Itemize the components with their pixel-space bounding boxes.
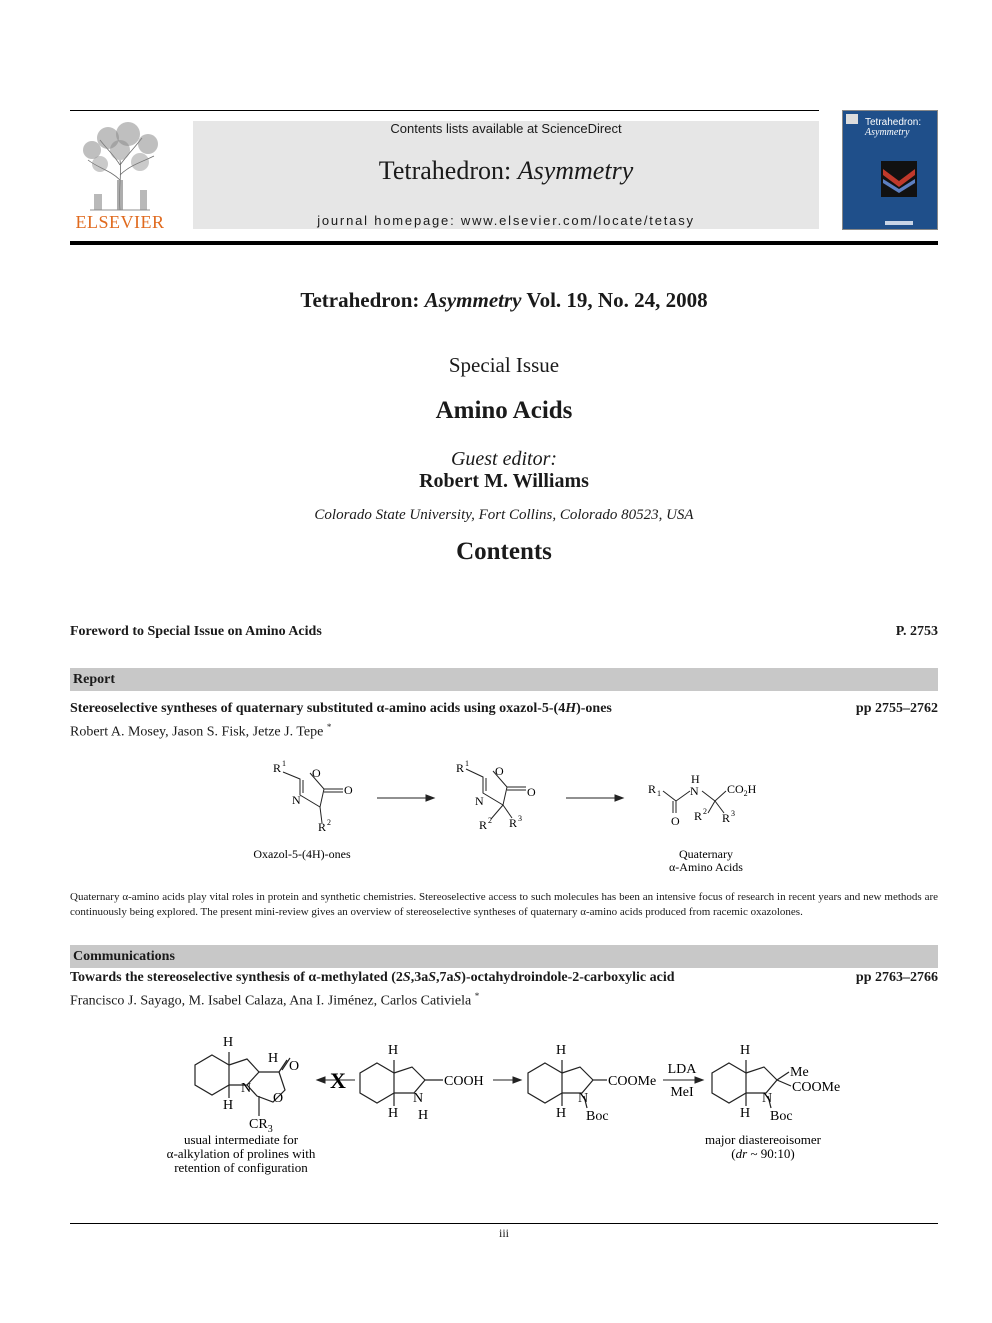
contents-line: Contents lists available at ScienceDirect (390, 121, 622, 136)
communication-pages: pp 2763–2766 (855, 970, 938, 985)
cross-mark: X (330, 1068, 346, 1093)
atom-o: O (671, 814, 680, 828)
group-boc: Boc (770, 1109, 793, 1124)
atom-n: N (475, 794, 484, 808)
oxazolone-scheme (240, 755, 760, 880)
corresponding-author-mark: * (326, 722, 332, 732)
comm-title-italic: S (402, 970, 411, 985)
scheme-label-right-1: Quaternary (679, 847, 733, 861)
atom-r2-index: 2 (488, 816, 492, 825)
contents-heading: Contents (456, 538, 552, 565)
scheme-label-left: Oxazol-5-(4H)-ones (253, 847, 351, 861)
reaction-arrow (566, 795, 623, 801)
atom-n: N (413, 1091, 424, 1106)
atom-r3: R (509, 816, 518, 830)
issue-title-rest: Vol. 19, No. 24, 2008 (521, 288, 708, 312)
section-header-report: Report (70, 668, 938, 691)
atom-o: O (273, 1091, 284, 1106)
journal-name (193, 156, 819, 186)
group-cooh: COOH (444, 1074, 484, 1089)
contents-availability (193, 121, 819, 136)
report-abstract: Quaternary α-amino acids play vital roles in protein and synthetic chemistries. Stereoselective access to such molecules has been an intensive focus of research in recent years and new methods are continuously being explored. The present mini-review gives an overview of stereoselective syntheses of quaternary α-amino acids produced from racemic oxazolones. (70, 891, 938, 918)
comm-title-alpha: α (308, 970, 317, 985)
report-pages: pp 2755–2762 (855, 701, 938, 716)
journal-name-plain: Tetrahedron: (378, 156, 518, 185)
cover-logo-icon (846, 114, 858, 124)
group-coome: COOMe (792, 1080, 841, 1095)
section-header-communications: Communications (70, 945, 938, 968)
caption-left-line-2: α-alkylation of prolines with (166, 1146, 316, 1161)
guest-editor-label: Guest editor: (450, 448, 558, 470)
atom-h: H (556, 1043, 567, 1058)
atom-r3-index: 3 (518, 814, 522, 823)
footer-rule (70, 1223, 938, 1224)
atom-h: H (418, 1108, 429, 1123)
issue-title (70, 288, 938, 313)
journal-homepage (193, 213, 819, 228)
report-title-italic: H (565, 701, 577, 716)
comm-title-italic: S (453, 970, 462, 985)
atom-n: N (762, 1091, 773, 1106)
atom-n: N (578, 1091, 589, 1106)
comm-title-part: )-octahydroindole-2-carboxylic acid (461, 970, 675, 985)
journal-cover (842, 110, 938, 230)
atom-o-carbonyl: O (289, 1059, 300, 1074)
atom-r1: R (456, 761, 465, 775)
atom-h: H (223, 1098, 234, 1113)
header-bottom-rule (70, 241, 938, 245)
atom-h: H (388, 1043, 399, 1058)
atom-n: N (690, 784, 699, 798)
report-title-alpha: α (376, 701, 385, 716)
atom-r1-index: 1 (282, 759, 286, 768)
atom-r2-index: 2 (327, 818, 331, 827)
comm-title-part: ,3a (410, 970, 429, 985)
atom-n: N (241, 1081, 252, 1096)
group-cr3: $CR_3$ (249, 1117, 273, 1135)
atom-o: O (312, 766, 321, 780)
atom-r2-index: 2 (703, 807, 707, 816)
reaction-arrow (493, 1077, 521, 1083)
cover-graphic-icon (881, 161, 917, 197)
corresponding-author-mark: * (474, 991, 480, 1001)
atom-o-carbonyl: O (344, 783, 353, 797)
octahydroindole-scheme (155, 1030, 855, 1180)
atom-r3: R (722, 811, 731, 825)
report-title-part: )-ones (576, 701, 612, 716)
foreword-pages: P. 2753 (895, 624, 938, 639)
atom-r1-index: 1 (657, 789, 661, 798)
reagent-mei: MeI (670, 1085, 694, 1100)
reaction-arrow-reagents (663, 1077, 703, 1083)
atom-h: H (268, 1051, 279, 1066)
caption-left-line-1: usual intermediate for (183, 1132, 299, 1147)
journal-name-italic: Asymmetry (517, 156, 634, 185)
foreword-title[interactable]: Foreword to Special Issue on Amino Acids (70, 624, 322, 639)
comm-title-italic: S (428, 970, 436, 985)
cover-title-plain: Tetrahedron: (865, 117, 922, 128)
atom-h: H (556, 1106, 567, 1121)
issue-title-italic: Asymmetry (424, 288, 522, 312)
special-issue-label: Special Issue (448, 353, 560, 377)
page-number: iii (498, 1226, 509, 1240)
elsevier-logo (70, 120, 170, 232)
atom-r3-index: 3 (731, 809, 735, 818)
atom-n: N (292, 793, 301, 807)
octahydroindole-acid-structure (360, 1060, 443, 1106)
atom-h: H (691, 772, 700, 786)
comm-title-part: ,7a (436, 970, 454, 985)
atom-o: O (495, 764, 504, 778)
cover-title-italic: Asymmetry (865, 127, 910, 138)
caption-left-line-3: retention of configuration (174, 1160, 308, 1175)
caption-right-line-1: major diastereoisomer (705, 1132, 821, 1147)
communication-article-title[interactable] (70, 970, 675, 986)
atom-h: H (740, 1106, 751, 1121)
reagent-lda: LDA (667, 1062, 697, 1077)
scheme-label-right-2: α-Amino Acids (669, 860, 743, 874)
report-title-part: Stereoselective syntheses of quaternary substituted (70, 701, 377, 716)
cover-footer-mark (885, 221, 913, 225)
header-top-rule (70, 110, 819, 111)
homepage-text[interactable]: journal homepage: www.elsevier.com/locate/tetasy (317, 213, 695, 228)
comm-author-list: Francisco J. Sayago, M. Isabel Calaza, Ana I. Jiménez, Carlos Cativiela (70, 993, 472, 1009)
group-coome: COOMe (608, 1074, 657, 1089)
publisher-name: ELSEVIER (75, 212, 165, 232)
report-title-part: -amino acids using oxazol-5-(4 (384, 701, 566, 716)
atom-r2: R (694, 809, 703, 823)
report-author-list: Robert A. Mosey, Jason S. Fisk, Jetze J. Tepe (70, 724, 324, 740)
atom-h: H (740, 1043, 751, 1058)
atom-r1: R (648, 782, 657, 796)
issue-topic: Amino Acids (435, 397, 573, 424)
cover-image (881, 161, 917, 197)
alpha-methyl-product-structure (712, 1060, 791, 1108)
atom-r2: R (479, 818, 488, 832)
caption-right-line-2: (dr ~ 90:10) (731, 1146, 795, 1161)
issue-title-plain: Tetrahedron: (300, 288, 425, 312)
editor-affiliation: Colorado State University, Fort Collins, Colorado 80523, USA (314, 507, 694, 523)
communication-graphical-abstract (155, 1030, 855, 1180)
guest-editor-name: Robert M. Williams (419, 470, 589, 492)
atom-h: H (223, 1035, 234, 1050)
group-boc: Boc (586, 1109, 609, 1124)
atom-r1-index: 1 (465, 759, 469, 768)
group-me: Me (790, 1065, 809, 1080)
reaction-arrow (377, 795, 434, 801)
report-graphical-abstract (240, 755, 760, 880)
cover-title (865, 118, 921, 138)
boc-ester-structure (528, 1060, 607, 1108)
group-co2h: $CO_2H$ (727, 782, 757, 798)
comm-title-part: Towards the stereoselective synthesis of (70, 970, 309, 985)
atom-r2: R (318, 820, 327, 834)
communication-authors (70, 991, 479, 1010)
atom-h: H (388, 1106, 399, 1121)
atom-o-carbonyl: O (527, 785, 536, 799)
report-article-title[interactable] (70, 701, 612, 717)
comm-title-part: -methylated (2 (316, 970, 403, 985)
atom-r1: R (273, 761, 282, 775)
report-authors (70, 722, 331, 741)
